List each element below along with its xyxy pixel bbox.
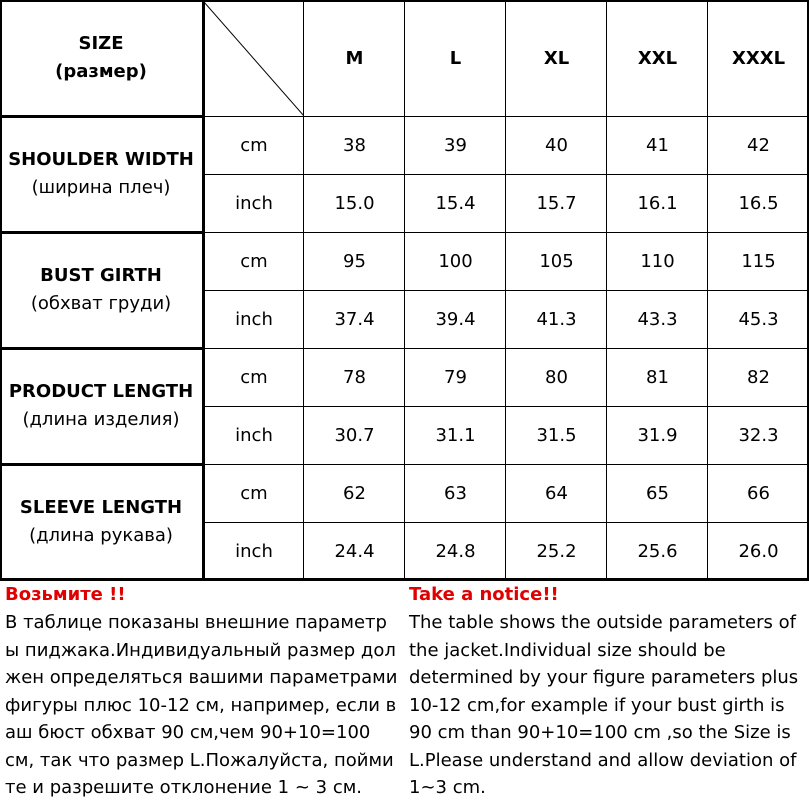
value-cell: 15.4 [435, 192, 476, 214]
notice-line: В таблице показаны внешние параметр [5, 612, 387, 633]
size-col-xxl: XXL [637, 47, 678, 69]
size-col-xxxl: XXXL [731, 47, 786, 69]
value-cell: 39 [444, 134, 467, 156]
value-cell: 63 [444, 482, 467, 504]
value-cell: 81 [646, 366, 669, 388]
notice-line: те и разрешите отклонение 1 ~ 3 см. [5, 777, 363, 798]
grid-line [0, 231, 204, 234]
size-header-cell [0, 0, 202, 116]
value-cell: 15.0 [334, 192, 375, 214]
grid-line [0, 0, 2, 581]
unit-cm: cm [240, 134, 268, 156]
notice-line: жен определяться вашими параметрами [5, 667, 398, 688]
value-cell: 82 [747, 366, 770, 388]
grid-line [204, 174, 809, 175]
value-cell: 40 [545, 134, 568, 156]
notice-line: см, так что размер L.Пожалуйста, пойми [5, 749, 394, 771]
size-header-title: SIZE [78, 33, 124, 55]
row-label-shoulder-width: SHOULDER WIDTH (ширина плеч) [8, 149, 194, 198]
notice-line: 1~3 cm. [409, 777, 486, 798]
value-cell: 16.1 [637, 192, 678, 214]
grid-line [204, 232, 809, 233]
notice-russian [5, 581, 403, 802]
notice-line: ы пиджака.Индивидуальный размер дол [5, 639, 396, 661]
notice-line: 90 cm than 90+10=100 cm ,so the Size is [409, 722, 791, 743]
value-cell: 64 [545, 482, 568, 504]
value-cell: 16.5 [738, 192, 779, 214]
value-cell: 42 [747, 134, 770, 156]
row-label-product-length: PRODUCT LENGTH (длина изделия) [8, 381, 194, 430]
value-cell: 41.3 [536, 308, 577, 330]
unit-cm: cm [240, 482, 268, 504]
value-cell: 65 [646, 482, 669, 504]
notice-line: determined by your figure parameters plus [409, 667, 799, 688]
value-cell: 100 [438, 250, 473, 272]
grid-line [204, 522, 809, 523]
notice-line: The table shows the outside parameters of [409, 612, 796, 633]
value-cell: 43.3 [637, 308, 678, 330]
row-label-bust-girth: BUST GIRTH (обхват груди) [30, 265, 172, 314]
value-cell: 39.4 [435, 308, 476, 330]
grid-line [204, 406, 809, 407]
notice-line: аш бюст обхват 90 см,чем 90+10=100 [5, 722, 371, 743]
notice-section [0, 581, 809, 809]
grid-line [204, 464, 809, 465]
value-cell: 110 [640, 250, 675, 272]
value-cell: 25.2 [536, 540, 577, 562]
unit-cm: cm [240, 250, 268, 272]
value-cell: 79 [444, 366, 467, 388]
value-cell: 31.1 [435, 424, 476, 446]
grid-line [204, 116, 809, 117]
size-col-m: M [345, 47, 364, 69]
notice-line: the jacket.Individual size should be [409, 639, 726, 661]
unit-cm: cm [240, 366, 268, 388]
value-cell: 24.8 [435, 540, 476, 562]
value-cell: 30.7 [334, 424, 375, 446]
value-cell: 45.3 [738, 308, 779, 330]
notice-russian-title: Возьмите !! [5, 584, 126, 605]
unit-inch: inch [235, 424, 273, 446]
unit-inch: inch [235, 308, 273, 330]
size-col-l: L [449, 47, 462, 69]
value-cell: 15.7 [536, 192, 577, 214]
value-cell: 41 [646, 134, 669, 156]
value-cell: 31.5 [536, 424, 577, 446]
value-cell: 25.6 [637, 540, 678, 562]
value-cell: 78 [343, 366, 366, 388]
grid-line [0, 347, 204, 350]
grid-line [0, 463, 204, 466]
value-cell: 38 [343, 134, 366, 156]
size-header-subtitle: (размер) [55, 61, 147, 82]
value-cell: 62 [343, 482, 366, 504]
grid-line [0, 115, 204, 118]
corner-diagonal [204, 2, 304, 116]
value-cell: 105 [539, 250, 574, 272]
notice-line: L.Please understand and allow deviation of [409, 749, 797, 771]
value-cell: 26.0 [738, 540, 779, 562]
value-cell: 32.3 [738, 424, 779, 446]
value-cell: 66 [747, 482, 770, 504]
size-col-xl: XL [543, 47, 570, 69]
row-label-sleeve-length: SLEEVE LENGTH (длина рукава) [19, 497, 183, 546]
grid-line [204, 348, 809, 349]
notice-english [409, 581, 807, 802]
notice-line: фигуры плюс 10-12 см, например, если в [5, 694, 397, 716]
value-cell: 24.4 [334, 540, 375, 562]
value-cell: 115 [741, 250, 776, 272]
value-cell: 95 [343, 250, 366, 272]
notice-line: 10-12 cm,for example if your bust girth is [409, 694, 785, 716]
notice-english-title: Take a notice!! [409, 584, 559, 605]
value-cell: 31.9 [637, 424, 678, 446]
unit-inch: inch [235, 192, 273, 214]
grid-line [204, 290, 809, 291]
value-cell: 80 [545, 366, 568, 388]
unit-inch: inch [235, 540, 273, 562]
value-cell: 37.4 [334, 308, 375, 330]
